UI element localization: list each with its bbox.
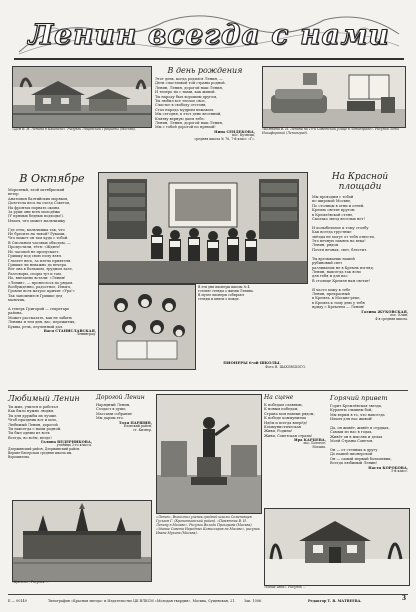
poem-line: Он — от степных к другу <box>330 448 378 453</box>
poem-line: Мы сегодня, в этот день весенний, <box>155 112 222 117</box>
poem-line: Стал народа мудрым вожаком. <box>155 107 215 112</box>
poem-line: по широкой Москве, <box>312 199 352 204</box>
poem-line: Гришку под свою полу взял. <box>8 254 63 259</box>
poem-line: в Кремлёвской стене, <box>312 212 354 217</box>
poem-line: Ленин, прекрасный <box>312 291 350 296</box>
poem-line: разливаешь не в Кремль взгляд. <box>312 265 374 270</box>
right-poem-title: На Красной площади <box>331 172 389 192</box>
poem-line: мальчик, <box>8 298 26 303</box>
bottom-poem-3 <box>264 394 326 494</box>
poem-line: «Ленин», — пронеслось по рядам. <box>8 280 74 285</box>
poem-line: Ты для дружбы их лучше. <box>8 413 58 418</box>
footer <box>8 597 408 609</box>
bottom-poem-4-title: Горячий привет <box>330 394 388 402</box>
poem-line: Ты любил все теплое свое, <box>155 99 206 104</box>
bottom-left-poem-title: Любимый Ленин <box>8 394 80 403</box>
poem-line: Всегда, во всём, везде! <box>8 435 52 440</box>
poem-line: Как было нужно людям. <box>8 409 55 414</box>
poem-line: Моей Страны Советов. <box>330 439 374 444</box>
left-poem-place: Ленинград. <box>76 332 96 337</box>
kremlin-drawing-icon <box>13 501 151 581</box>
top-right-photo <box>262 66 406 128</box>
poem-line: рубиновый свет <box>312 261 343 266</box>
poem-line: Это вечную память на века! <box>312 239 366 244</box>
poem-line: Долетела весь на съезд Советов, <box>8 201 71 206</box>
poem-line: в Кремль, к Москве-реке, <box>312 296 361 301</box>
poem-line: Морозный, злой октябрьский <box>8 188 65 192</box>
masthead <box>14 12 404 60</box>
poem-line: Чтоб праздник вот и шло, <box>8 418 58 423</box>
poem-line: Любимый Ленин, дорогой <box>8 422 58 427</box>
poem-line: Возбужденно, радостное, Ильич, <box>8 284 72 289</box>
poem-line: За руки они всех молодёжь <box>8 210 61 215</box>
poem-line: Ильич для нас живой! <box>330 417 373 422</box>
poem-line: Но, внезапно встали: «Ленин! <box>8 276 66 281</box>
poem-line: Громче всех матрос кричит «Ура!» <box>8 289 75 294</box>
top-right-caption: «Комната В. И. Ленина на 10-й Советской улице в Ленинграде». Рисунок Лены Никифоровой (Ленинград). <box>262 127 399 135</box>
bottom-poem-4 <box>330 394 408 506</box>
right-poem-body <box>312 195 408 310</box>
poem-line: Живёт он в мыслях и делах <box>330 434 383 439</box>
poem-line: для тебя и для нас <box>312 274 348 279</box>
poem-line: Ленин, Ленин, дорогой наш Ленин, <box>155 85 224 90</box>
winter-house-drawing-icon <box>265 509 409 585</box>
bottom-left-poem <box>8 394 92 494</box>
top-left-caption: «Дом В. И. Ленина в Кашпине». Рисунок Лицинской Грацианы (Москва). <box>12 127 136 131</box>
left-poem-author: Вася СТАНИСЛАВСКАЯ, <box>43 329 96 333</box>
bottom-left-photo-caption: «Кремль». Рисунок ... <box>12 580 49 584</box>
poem-line: Живи, Советская страна! <box>264 433 313 438</box>
poem-line: Массами собрание <box>96 411 133 416</box>
poem-line: Ты врезываешь нашей <box>312 256 355 261</box>
poem-line: Ты народу был хорошим другом, <box>155 94 218 99</box>
poem-line: Гришке ли неважно до вечера. <box>8 262 68 267</box>
poem-line: Вот она в большом, трудном зале, <box>8 267 73 272</box>
left-poem-title: В Октябре <box>19 172 85 185</box>
bottom-left-poem-school: ученица 3-го класса. <box>56 443 92 448</box>
poem-line: Да, он живёт, живёт в сердцах, <box>330 426 390 431</box>
poem-line: К победам славным, <box>264 403 303 407</box>
poem-line: Не бросить на тихой? Руками, <box>8 232 66 237</box>
center-top-poem-body <box>155 77 255 130</box>
right-poem <box>312 172 408 387</box>
poem-line: Как всегда грустные <box>312 230 352 235</box>
center-lower-photo <box>98 284 196 370</box>
footer-divider <box>8 594 408 595</box>
poem-line: ветер <box>8 192 19 197</box>
footer-order: Зак. 1006. <box>244 599 263 603</box>
bottom-poem-2-school: ст. Кизнер. <box>133 427 152 432</box>
left-poem <box>8 172 96 387</box>
center-top-poem-author: Нина СЕНДЕКОВА, <box>214 129 255 134</box>
poem-line: Всегда любимый Ленин! <box>330 461 378 466</box>
house-drawing-icon <box>13 67 151 127</box>
caption-line: В музее пионеры собирают <box>198 292 245 297</box>
poem-line: Глазеет весь, за плечо приятеля. <box>8 258 72 263</box>
poem-line: В Смольном часовых обходом, — <box>8 240 71 245</box>
right-poem-place: пос. Клин, <box>390 312 408 317</box>
poem-line: в Кремль к тому дню у тебя <box>312 300 365 305</box>
poem-line: Сколько звезд веселых нет! <box>312 217 365 222</box>
bottom-poem-3-author: Ира КАРЦЕВА, <box>294 438 326 443</box>
bottom-right-photo <box>264 508 410 586</box>
poem-line: Горит Кремлёвская звезда, <box>330 404 383 408</box>
poem-line: Но часовой не пропускает. <box>8 249 60 254</box>
bottom-poem-4-body <box>330 404 408 466</box>
center-photo-caption <box>198 286 306 302</box>
poem-line: Кремль светит кругом <box>312 208 355 213</box>
poem-line: К новым победам, <box>264 407 299 412</box>
poem-line: Этот день, когда родился Ленин, — <box>155 77 223 81</box>
bottom-center-photo <box>156 394 262 514</box>
poem-line: Ты навсегда с нами родной. <box>8 427 62 432</box>
poem-line: Почти вечная, свет, блестит. <box>312 247 368 252</box>
caption-line: стенды и книги о вожде. <box>198 296 240 301</box>
left-poem-body <box>8 188 96 329</box>
poem-line: Ленин, Ленин, дорогой наш Ленин, <box>155 121 224 126</box>
poem-line: Нарядный Ленин, <box>96 403 131 407</box>
poem-line: Клятву верную даем тебе: <box>155 116 205 121</box>
children-reading-icon <box>99 285 195 369</box>
poem-line: Разговоры, споры тут и там. <box>8 271 62 276</box>
poem-line: Мы с тобой дорогой по прямой! <box>155 125 216 130</box>
poem-line: Он — самый первый большевик, <box>330 456 392 461</box>
poem-line: На фронтах порвать оковы. <box>8 205 61 210</box>
poem-line: приду с Кремлем — Ленин! <box>312 305 365 310</box>
poem-line: Мы дарим его. <box>96 416 124 421</box>
bottom-middle-caption: «Ленин». Выполнил ученик средней школы Семеновцев Гуськов Г. (Кропоткинский район). «Памятник В. И. Ленину в Москве». Рисунок Володи Прохорова (Москва). «Здание Совета Народных Комиссаров на Москве», рисунок Ивана Мухина (Москва). <box>156 515 260 535</box>
poem-line: Что может он там куда с тобой. <box>8 236 69 241</box>
poem-line: Где отец, мальчишка так, что <box>8 227 65 232</box>
monument-drawing-icon <box>157 395 261 513</box>
poem-line: Ты был одним из всех <box>8 431 50 436</box>
center-top-poem <box>155 66 255 170</box>
bottom-right-photo-caption: «Наша изба». Рисунок ... <box>264 585 306 589</box>
poem-line: Ленин, навсегда так ясно <box>312 269 362 274</box>
bottom-poem-3-place: пос. Бологое, <box>303 441 326 446</box>
poem-line: До нашей пионерской <box>330 452 373 457</box>
bottom-poem-3-title: На сцене <box>264 394 294 401</box>
center-photo-subtitle: ПИОНЕРЫ 6-ой ШКОЛЫ. <box>223 360 281 365</box>
poem-line: района, <box>8 311 23 316</box>
poem-line: Буквы, речь, изученный дал. <box>8 324 64 329</box>
poem-line: Ленина и тем дня, вас, пережитых, <box>8 320 76 325</box>
bottom-poem-2-place: Еловский район, <box>123 423 152 428</box>
center-top-poem-place: пос. Кузнецк, <box>231 133 255 138</box>
bottom-left-photo <box>12 500 152 582</box>
footer-code: Б — 00149 <box>8 599 27 603</box>
footer-editor: Редактор Т. В. МАТВЕЕВА. <box>308 599 362 603</box>
poem-line: Живи, Родина! <box>264 429 293 434</box>
poem-line: Может рассказать, как не забыть <box>8 315 73 320</box>
footer-printer: Типография «Красная звезда» и Издательство ЦК ВЛКСМ «Молодая гвардия». Москва, Сущевская, 21. <box>48 599 236 603</box>
poem-line: Дети счастливой той страны родной. <box>155 81 226 86</box>
right-poem-author: Галина ЖУКОВСКАЯ, <box>361 309 408 314</box>
footer-page-number: 3 <box>401 595 406 602</box>
poem-line: Анатомия балтийских моряков, <box>8 196 69 201</box>
poem-line: Куранты слышны бой, <box>330 408 373 413</box>
room-drawing-icon <box>263 67 405 127</box>
poem-line: Создаст в душе, <box>96 407 127 412</box>
poem-line: По столицы в огни и огней. <box>312 203 365 208</box>
poem-line: (У прямых бедных подходы!). <box>8 214 64 219</box>
caption-line: В эти дни пионеры школы № 4 <box>198 285 250 289</box>
bottom-poem-2-body <box>96 403 152 421</box>
bottom-left-poem-place: Дзержинский район, Дзержинский район. Верхне-Бисерская средняя школа им. Ворошилова. <box>8 447 81 460</box>
poem-line: Мы проходим с тобой <box>312 195 354 199</box>
bottom-poem-3-school: Москва. <box>312 445 326 450</box>
poem-line: Счастье в свободу отстояв, <box>155 103 207 108</box>
poem-line: Коммунистическая <box>264 425 302 430</box>
poem-line: Ленин, рядом <box>312 243 339 248</box>
poem-line: Страна моя навеки рядом, <box>264 411 315 416</box>
pioneers-photo-icon <box>99 173 307 283</box>
masthead-title: Ленин всегда с нами <box>28 18 390 51</box>
bottom-left-poem-author: Галина ВЕДЕРНИКОВА, <box>40 440 92 445</box>
top-left-photo <box>12 66 152 128</box>
bottom-poem-2-title: Дорогой Ленин <box>96 394 145 401</box>
caption-line: готовят стенды о жизни Ленина. <box>198 288 254 293</box>
bottom-poem-3-body <box>264 403 326 438</box>
center-top-poem-school: средняя школа № 76, 7-й класс «Г». <box>194 136 255 141</box>
center-photo <box>98 172 308 284</box>
bottom-poem-4-school: 5-й класс. <box>391 468 408 473</box>
center-top-poem-title: В день рождения <box>167 66 243 75</box>
poem-line: Мы верим в то, что навсегда <box>330 412 385 417</box>
poem-line: А теперь Григорий — секретарь <box>8 306 70 311</box>
poem-line: В столице Кремля нам светит! <box>312 278 371 283</box>
bottom-poem-2 <box>96 394 152 480</box>
poem-line: Идём и всегда вперёд! <box>264 420 308 425</box>
poem-line: И теперь ты с нами, как живой. <box>155 90 216 95</box>
bottom-left-poem-body <box>8 405 92 440</box>
poem-line: Так запомнился Гришке дед <box>8 293 63 298</box>
poem-line: Я часто хожу к тебе <box>312 287 351 292</box>
poem-line: Пропустили, тётя: «Ждите! <box>8 245 61 250</box>
poem-line: К победе коммунизма <box>264 416 307 421</box>
poem-line: Самым из нас в годах, <box>330 430 373 435</box>
center-photo-credit: Фото Н. ШАХОВСКОГО. <box>265 365 306 369</box>
bottom-poem-2-author: Толя ПАРШИН, <box>118 420 152 425</box>
poem-line: Ты жил, учился и работал <box>8 405 58 409</box>
poem-line: И колыбельное к тому столбу <box>312 225 369 230</box>
poem-line: звёзды не могут от тебя отвести, <box>312 234 375 239</box>
section-divider <box>8 390 408 391</box>
bottom-poem-4-author: Настя КОРОБОВА, <box>368 465 408 470</box>
poem-line: Ильич, что может мальчишку <box>8 218 66 223</box>
right-poem-school: 4-я средняя школа. <box>375 316 408 321</box>
